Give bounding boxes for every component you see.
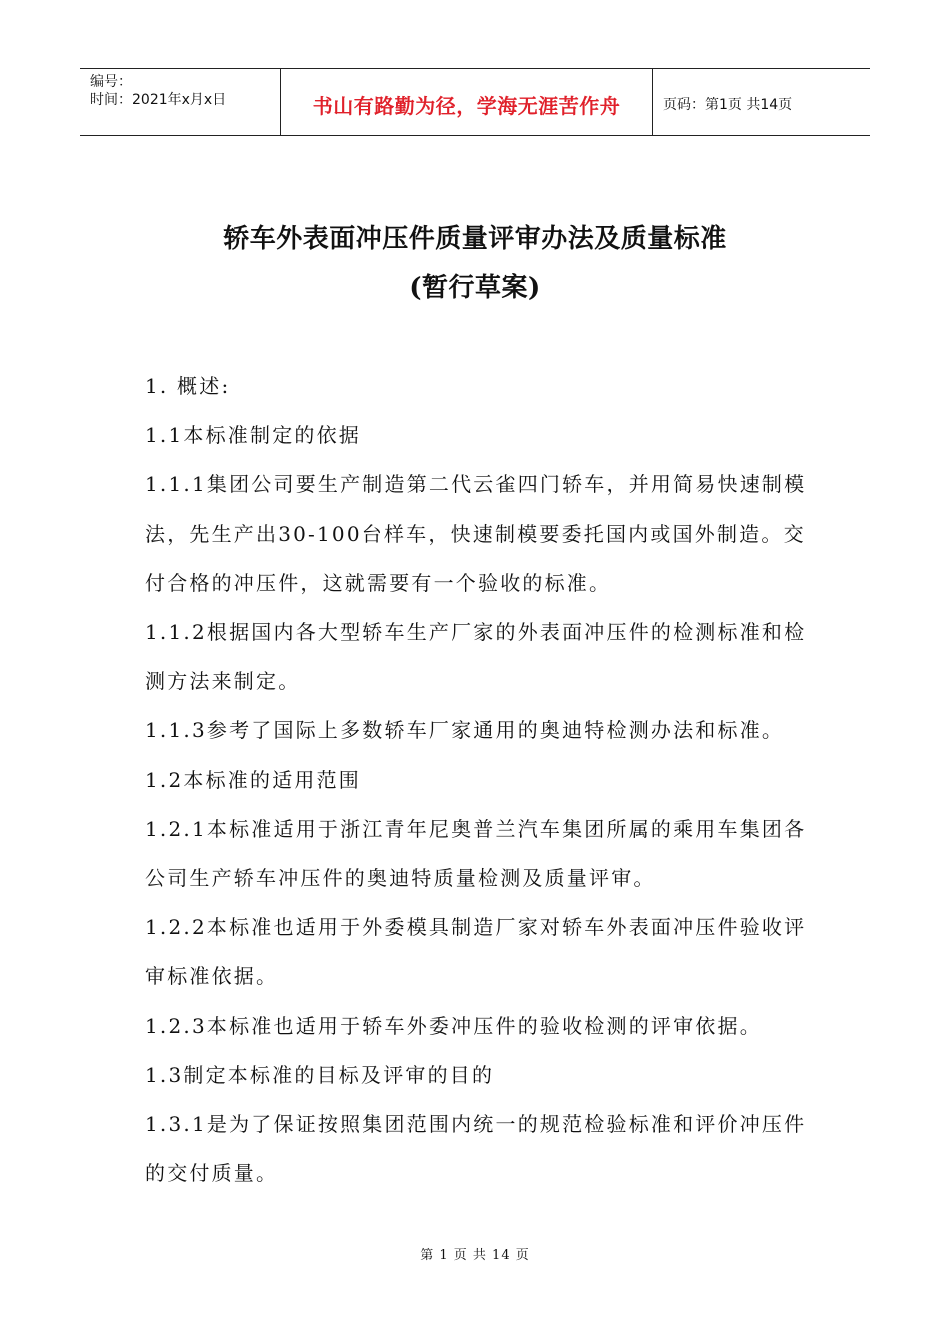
paragraph: 1.2本标准的适用范围 — [145, 767, 362, 792]
paragraph: 1.1本标准制定的依据 — [145, 423, 362, 448]
paragraph: 1.3.1是为了保证按照集团范围内统一的规范检验标准和评价冲压件的交付质量。 — [145, 1112, 807, 1186]
header-slogan: 书山有路勤为径，学海无涯苦作舟 — [281, 69, 653, 135]
paragraph: 1.2.2本标准也适用于外委模具制造厂家对轿车外表面冲压件验收评审标准依据。 — [145, 915, 807, 989]
header-page-info: 页码：第1页 共14页 — [663, 97, 793, 113]
paragraph: 1.2.3本标准也适用于轿车外委冲压件的验收检测的评审依据。 — [145, 1013, 762, 1038]
paragraph: 1.1.1集团公司要生产制造第二代云雀四门轿车，并用简易快速制模法，先生产出30-100台样车，快速制模要委托国内或国外制造。交付合格的冲压件，这就需要有一个验收的标准。 — [145, 472, 807, 595]
document-subtitle: (暂行草案) — [409, 273, 541, 303]
paragraph: 1.3制定本标准的目标及评审的目的 — [145, 1062, 495, 1087]
document-date-label: 时间：2021年x月x日 — [90, 92, 227, 108]
paragraph: 1.1.2根据国内各大型轿车生产厂家的外表面冲压件的检测标准和检测方法来制定。 — [145, 620, 807, 694]
document-number-label: 编号： — [90, 74, 132, 90]
header-meta — [80, 69, 281, 135]
page-footer: 第 1 页 共 14 页 — [420, 1248, 530, 1263]
paragraph: 1. 概述: — [145, 374, 231, 398]
page-header — [80, 68, 870, 136]
paragraph: 1.1.3参考了国际上多数轿车厂家通用的奥迪特检测办法和标准。 — [145, 718, 785, 743]
document-title: 轿车外表面冲压件质量评审办法及质量标准 — [223, 224, 727, 254]
paragraph: 1.2.1本标准适用于浙江青年尼奥普兰汽车集团所属的乘用车集团各公司生产轿车冲压件的奥迪特质量检测及质量评审。 — [145, 816, 807, 891]
document-body — [145, 362, 815, 1198]
